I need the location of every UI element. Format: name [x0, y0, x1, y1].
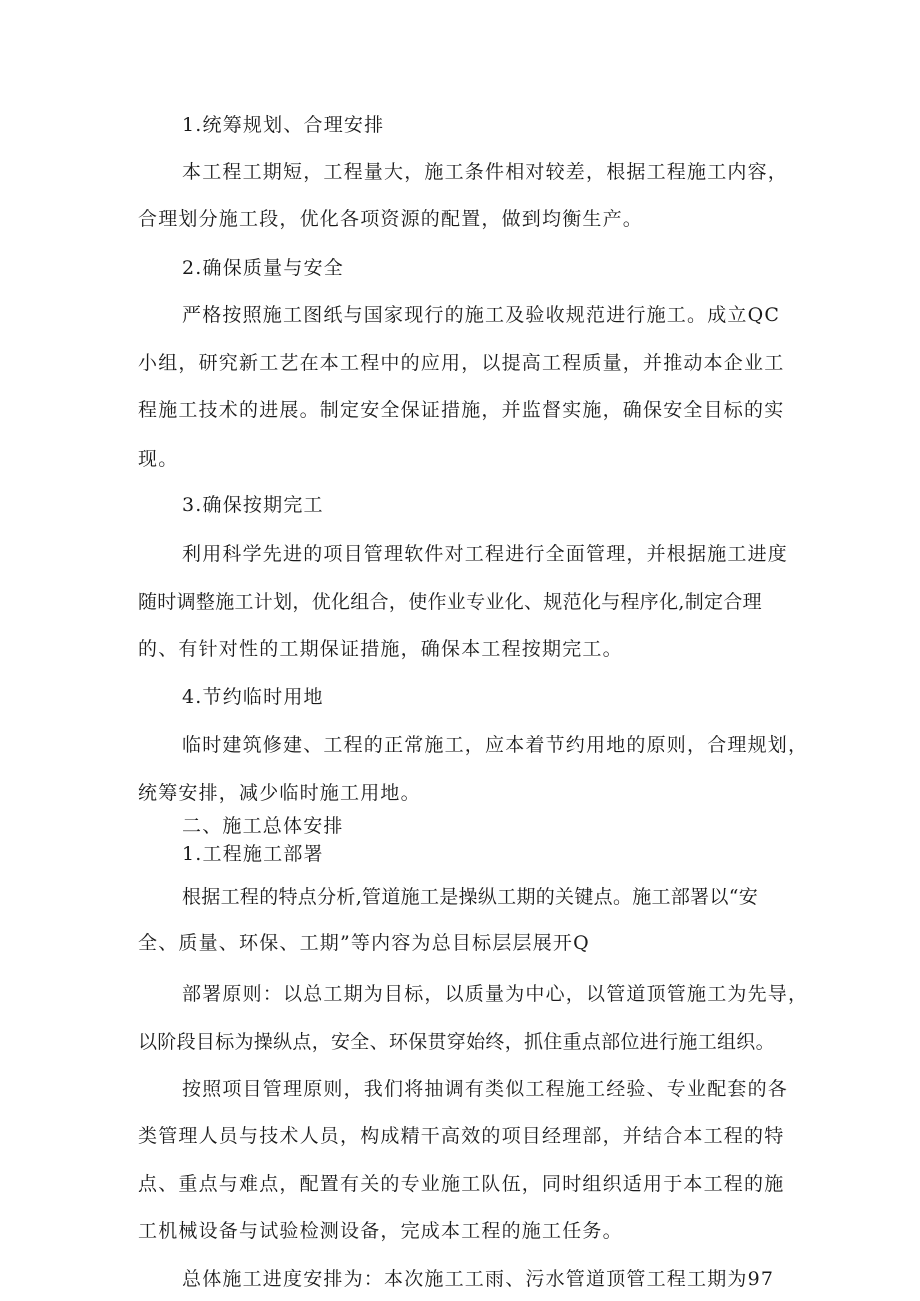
paragraph-line: 现。: [138, 448, 179, 470]
heading-4-land: 4.节约临时用地: [182, 686, 324, 708]
paragraph-line: 总体施工进度安排为：本次施工工雨、污水管道顶管工程工期为97: [182, 1268, 775, 1290]
section-heading: 二、施工总体安排: [182, 815, 344, 837]
paragraph-line: 临时建筑修建、工程的正常施工，应本着节约用地的原则，合理规划，: [182, 734, 809, 756]
paragraph-line: 程施工技术的进展。制定安全保证措施，并监督实施，确保安全目标的实: [138, 399, 785, 421]
paragraph-line: 根据工程的特点分析,管道施工是操纵工期的关键点。施工部署以“安: [182, 886, 759, 908]
paragraph-line: 工机械设备与试验检测设备，完成本工程的施工任务。: [138, 1220, 623, 1242]
paragraph-line: 合理划分施工段，优化各项资源的配置，做到均衡生产。: [138, 208, 644, 230]
paragraph-line: 按照项目管理原则，我们将抽调有类似工程施工经验、专业配套的各: [182, 1078, 789, 1100]
paragraph-line: 严格按照施工图纸与国家现行的施工及验收规范进行施工。成立QC: [182, 304, 781, 326]
paragraph-line: 利用科学先进的项目管理软件对工程进行全面管理，并根据施工进度: [182, 543, 789, 565]
paragraph-line: 随时调整施工计划，优化组合，使作业专业化、规范化与程序化,制定合理: [138, 591, 762, 613]
paragraph-line: 类管理人员与技术人员，构成精干高效的项目经理部，并结合本工程的特: [138, 1125, 785, 1147]
subsection-heading: 1.工程施工部署: [182, 843, 324, 865]
paragraph-line: 本工程工期短，工程量大，施工条件相对较差，根据工程施工内容，: [182, 161, 789, 183]
heading-2-quality: 2.确保质量与安全: [182, 257, 344, 279]
paragraph-line: 小组，研究新工艺在本工程中的应用，以提高工程质量，并推动本企业工: [138, 352, 785, 374]
paragraph-line: 的、有针对性的工期保证措施，确保本工程按期完工。: [138, 638, 623, 660]
paragraph-line: 统筹安排，减少临时施工用地。: [138, 782, 421, 804]
paragraph-line: 点、重点与难点，配置有关的专业施工队伍，同时组织适用于本工程的施: [138, 1173, 785, 1195]
paragraph-line: 部署原则：以总工期为目标，以质量为中心，以管道顶管施工为先导，: [182, 983, 809, 1005]
heading-3-schedule: 3.确保按期完工: [182, 494, 324, 516]
heading-1-plan: 1.统筹规划、合理安排: [182, 114, 385, 136]
paragraph-line: 全、质量、环保、工期”等内容为总目标层层展开Q: [138, 932, 590, 954]
paragraph-line: 以阶段目标为操纵点，安全、环保贯穿始终，抓住重点部位进行施工组织。: [138, 1031, 775, 1053]
